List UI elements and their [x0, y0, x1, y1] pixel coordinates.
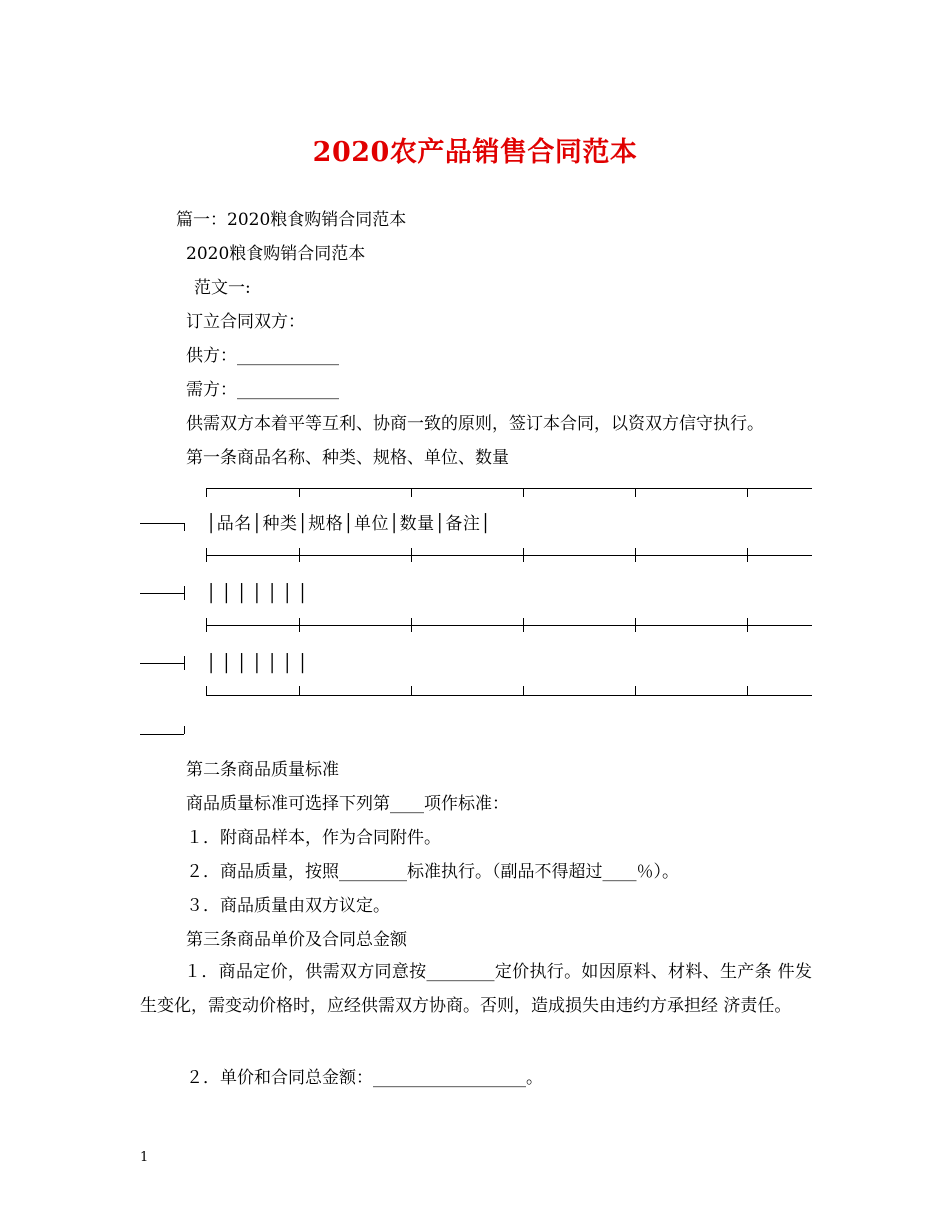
article-2-heading: 第二条商品质量标准 — [186, 760, 339, 780]
table-tick — [523, 548, 524, 562]
table-tick — [411, 618, 412, 632]
contract-title: 2020粮食购销合同范本 — [186, 244, 366, 264]
table-tick — [747, 548, 748, 562]
quality-item-3: ３．商品质量由双方议定。 — [186, 896, 390, 916]
supplier-field: 供方：____________ — [186, 346, 339, 366]
table-left-stub — [140, 663, 184, 664]
table-row: │││││││ — [206, 654, 313, 674]
page-number: 1 — [140, 1150, 149, 1165]
table-tick — [206, 548, 207, 562]
table-tick — [635, 686, 636, 695]
table-left-stub — [140, 734, 184, 735]
table-left-stub — [140, 523, 184, 524]
table-tick — [299, 488, 300, 497]
table-tick — [747, 488, 748, 497]
buyer-field: 需方：____________ — [186, 380, 339, 400]
table-tick — [184, 523, 185, 531]
article-1-heading: 第一条商品名称、种类、规格、单位、数量 — [186, 448, 509, 468]
table-tick — [523, 686, 524, 695]
table-tick — [523, 618, 524, 632]
table-tick — [206, 488, 207, 497]
quality-item-1: １．附商品样本，作为合同附件。 — [186, 828, 441, 848]
table-tick — [411, 686, 412, 695]
table-tick — [635, 618, 636, 632]
quality-item-2: ２．商品质量，按照________标准执行。（副品不得超过____％）。 — [186, 862, 679, 882]
table-tick — [411, 488, 412, 497]
table-tick — [747, 618, 748, 632]
table-top-border — [206, 488, 812, 489]
table-left-stub — [140, 593, 184, 594]
table-bottom-border — [206, 695, 812, 696]
table-row-separator — [206, 555, 812, 556]
pricing-item-2: ２．单价和合同总金额：__________________。 — [186, 1068, 543, 1088]
table-tick — [635, 488, 636, 497]
pricing-item-1: １．商品定价，供需双方同意按________定价执行。如因原料、材料、生产条 件发生变化，需变动价格时，应经供需双方协商。否则，造成损失由违约方承担经 济责任。 — [140, 962, 812, 1016]
quality-standard-intro: 商品质量标准可选择下列第____项作标准： — [186, 794, 509, 814]
table-tick — [635, 548, 636, 562]
table-tick — [523, 488, 524, 497]
sample-label: 范文一: — [194, 278, 251, 298]
table-row: │││││││ — [206, 584, 313, 604]
table-tick — [299, 548, 300, 562]
document-title: 2020农产品销售合同范本 — [312, 137, 638, 168]
parties-label: 订立合同双方： — [186, 312, 305, 332]
article-3-heading: 第三条商品单价及合同总金额 — [186, 930, 407, 950]
table-tick — [184, 656, 185, 670]
table-tick — [206, 618, 207, 632]
article-heading: 篇一：2020粮食购销合同范本 — [176, 210, 407, 230]
table-tick — [299, 618, 300, 632]
table-tick — [206, 686, 207, 695]
table-row-separator — [206, 625, 812, 626]
principle-statement: 供需双方本着平等互利、协商一致的原则，签订本合同，以资双方信守执行。 — [186, 414, 764, 434]
table-tick — [747, 686, 748, 695]
table-tick — [184, 726, 185, 734]
table-tick — [299, 686, 300, 695]
table-tick — [184, 586, 185, 600]
table-header-row: │品名│种类│规格│单位│数量│备注│ — [206, 514, 492, 534]
table-tick — [411, 548, 412, 562]
